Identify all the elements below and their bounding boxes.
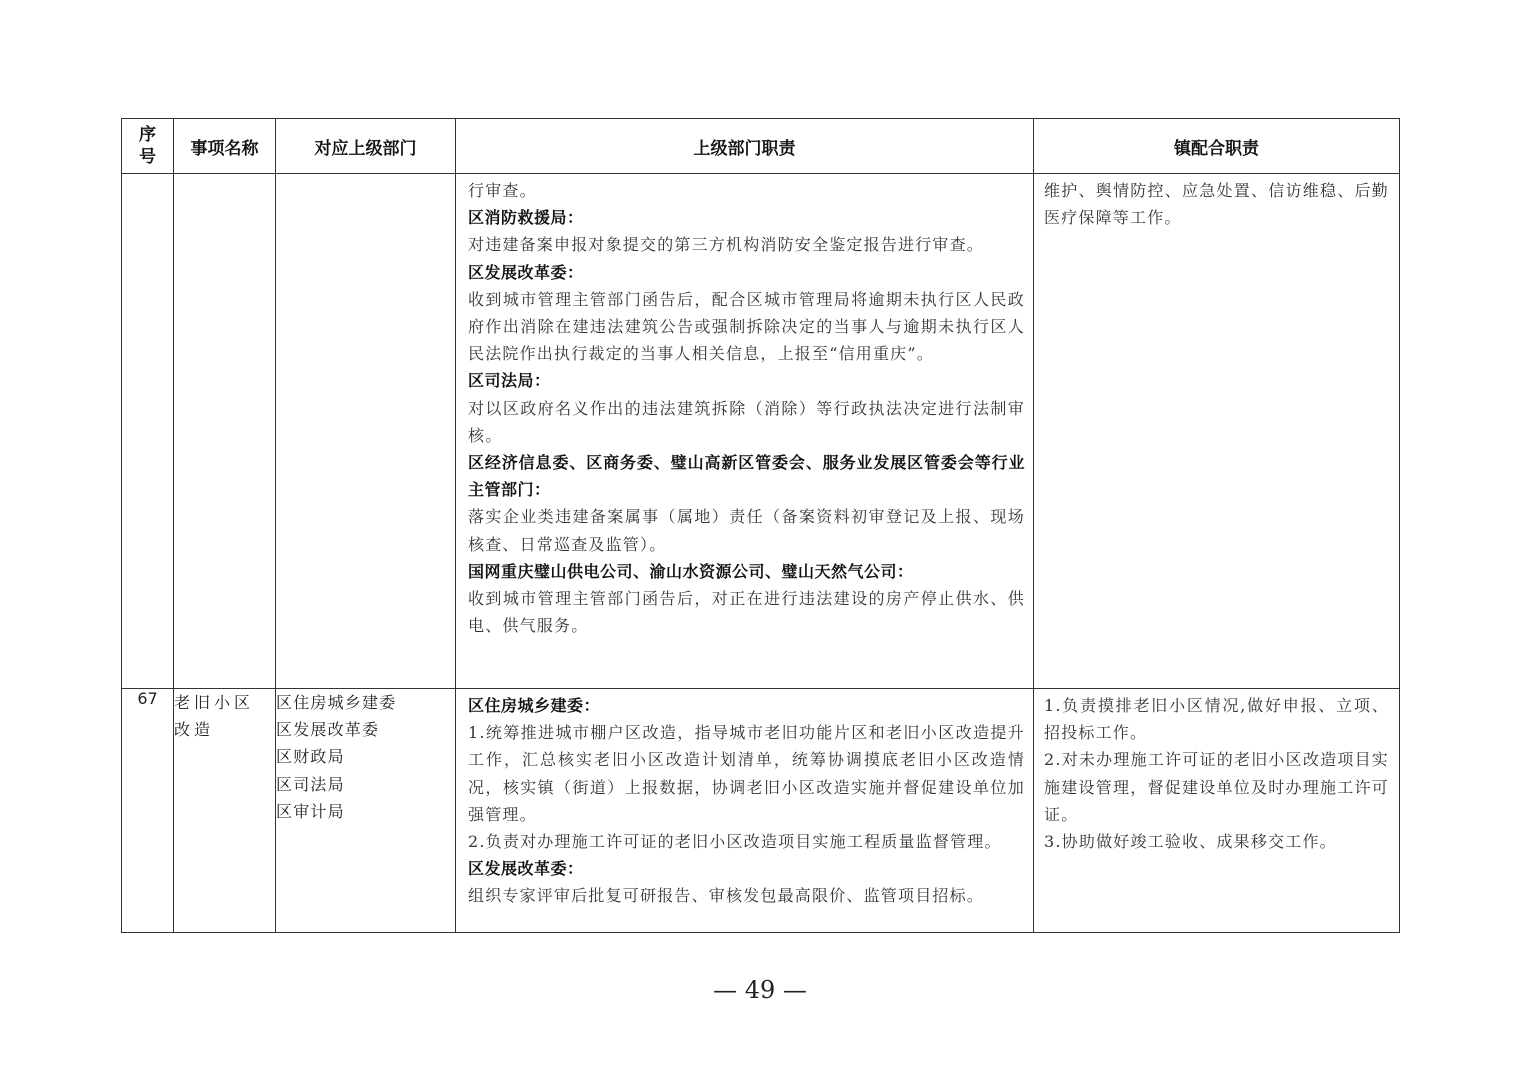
header-duty: 上级部门职责 bbox=[456, 119, 1034, 174]
table-row bbox=[122, 689, 1400, 933]
dept-item: 区司法局 bbox=[276, 774, 345, 794]
dept-cell-empty bbox=[276, 174, 456, 689]
dept-item: 区审计局 bbox=[276, 801, 345, 821]
town-cell-continued bbox=[1034, 174, 1400, 689]
duty-table bbox=[121, 118, 1400, 933]
header-name: 事项名称 bbox=[174, 119, 276, 174]
town-text-block bbox=[1034, 174, 1399, 231]
town-text-block bbox=[1034, 689, 1399, 855]
duty-text-block bbox=[456, 689, 1033, 910]
dept-item: 区财政局 bbox=[276, 747, 345, 767]
section-heading: 区司法局： bbox=[468, 371, 551, 391]
duty-cell-continued bbox=[456, 174, 1034, 689]
item-name-cell bbox=[174, 689, 276, 933]
item-name: 老旧小区改造 bbox=[174, 693, 255, 740]
dept-cell bbox=[276, 689, 456, 933]
seq-cell-empty bbox=[122, 174, 174, 689]
paragraph: 1.统筹推进城市棚户区改造，指导城市老旧功能片区和老旧小区改造提升工作，汇总核实老旧小区改造计划清单，统筹协调摸底老旧小区改造情况，核实镇（街道）上报数据，协调老旧小区改造实施并督促建设单位加强管理。 bbox=[468, 723, 1025, 824]
section-heading: 区发展改革委： bbox=[468, 859, 584, 879]
table-header-row bbox=[122, 119, 1400, 174]
section-heading: 区经济信息委、区商务委、璧山高新区管委会、服务业发展区管委会等行业主管部门： bbox=[468, 453, 1025, 500]
section-heading: 区消防救援局： bbox=[468, 208, 584, 228]
duty-cell bbox=[456, 689, 1034, 933]
seq-cell: 67 bbox=[122, 689, 174, 933]
name-cell-empty bbox=[174, 174, 276, 689]
table-row-continued bbox=[122, 174, 1400, 689]
dept-item: 区住房城乡建委 bbox=[276, 693, 397, 712]
duty-text-block bbox=[456, 174, 1033, 639]
paragraph: 3.协助做好竣工验收、成果移交工作。 bbox=[1044, 832, 1337, 852]
dept-list bbox=[276, 689, 455, 825]
header-town: 镇配合职责 bbox=[1034, 119, 1400, 174]
paragraph: 收到城市管理主管部门函告后，对正在进行违法建设的房产停止供水、供电、供气服务。 bbox=[468, 589, 1025, 636]
dept-item: 区发展改革委 bbox=[276, 720, 380, 740]
header-seq: 序 号 bbox=[122, 119, 174, 174]
paragraph: 落实企业类违建备案属事（属地）责任（备案资料初审登记及上报、现场核查、日常巡查及监管）。 bbox=[468, 507, 1025, 554]
section-heading: 区住房城乡建委： bbox=[468, 696, 601, 715]
paragraph: 2.对未办理施工许可证的老旧小区改造项目实施建设管理，督促建设单位及时办理施工许可证。 bbox=[1044, 750, 1389, 824]
paragraph: 对违建备案申报对象提交的第三方机构消防安全鉴定报告进行审查。 bbox=[468, 235, 985, 255]
paragraph: 行审查。 bbox=[468, 181, 537, 200]
paragraph: 1.负责摸排老旧小区情况,做好申报、立项、招投标工作。 bbox=[1044, 696, 1389, 743]
paragraph: 收到城市管理主管部门函告后，配合区城市管理局将逾期未执行区人民政府作出消除在建违法建筑公告或强制拆除决定的当事人与逾期未执行区人民法院作出执行裁定的当事人相关信息，上报至“信用重庆”。 bbox=[468, 289, 1025, 364]
paragraph: 2.负责对办理施工许可证的老旧小区改造项目实施工程质量监督管理。 bbox=[468, 832, 1002, 852]
paragraph: 组织专家评审后批复可研报告、审核发包最高限价、监管项目招标。 bbox=[468, 886, 985, 906]
town-cell bbox=[1034, 689, 1400, 933]
header-dept: 对应上级部门 bbox=[276, 119, 456, 174]
paragraph: 维护、舆情防控、应急处置、信访维稳、后勤医疗保障等工作。 bbox=[1044, 181, 1389, 228]
paragraph: 对以区政府名义作出的违法建筑拆除（消除）等行政执法决定进行法制审核。 bbox=[468, 398, 1025, 445]
section-heading: 国网重庆璧山供电公司、渝山水资源公司、璧山天然气公司： bbox=[468, 561, 914, 581]
page-number: — 49 — bbox=[713, 976, 807, 1004]
section-heading: 区发展改革委： bbox=[468, 262, 584, 282]
